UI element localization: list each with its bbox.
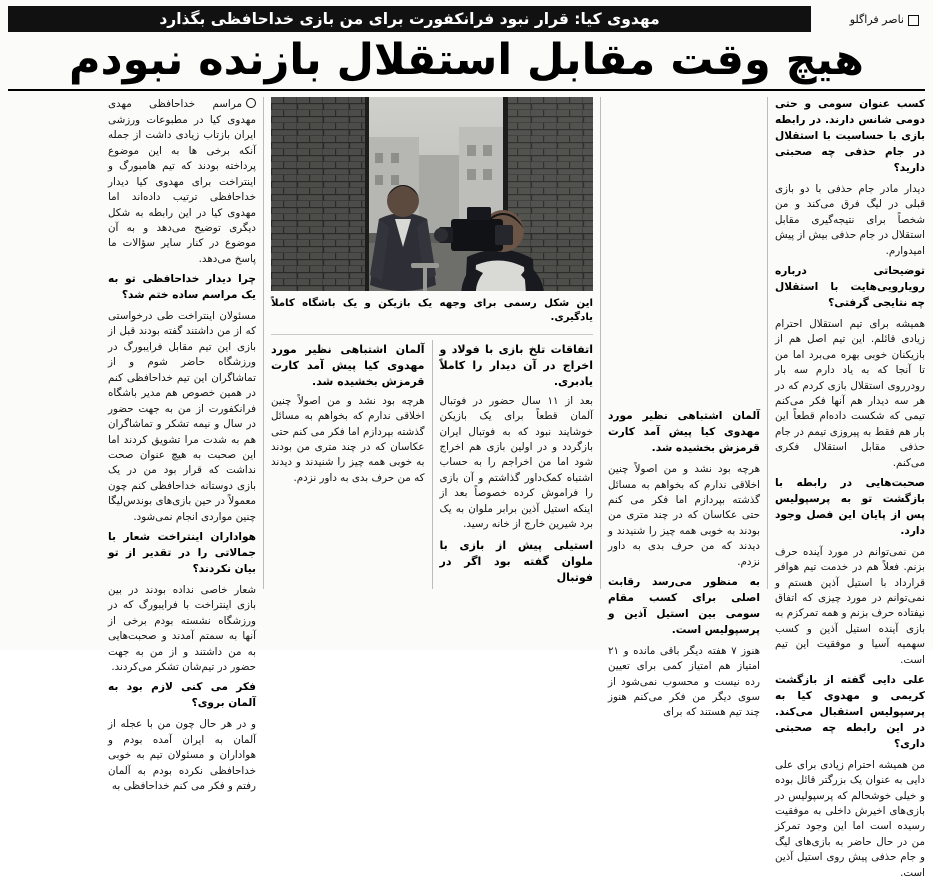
byline	[811, 6, 925, 32]
subheading: اتفاقات تلخ بازی با فولاد و اخراج در آن دیدار را کاملاً یادبری.	[439, 342, 593, 388]
question: صحبت‌هایی در رابطه با بازگشت تو به پرسپولیس پس از پایان این فصل وجود دارد.	[775, 477, 925, 537]
question: به منظور می‌رسد رقابت اصلی برای کسب مقام سومی بین استیل آذین و پرسپولیس است.	[608, 576, 760, 636]
column-divider	[600, 97, 601, 589]
column-photo	[271, 97, 593, 589]
photo-illustration	[271, 97, 593, 290]
lead-paragraph	[108, 97, 256, 267]
spacer	[608, 97, 760, 409]
column-divider	[767, 97, 768, 589]
kicker-text: مهدوی کیا: قرار نبود فرانکفورت برای من بازی خداحافظی بگذارد	[159, 10, 660, 28]
question: کسب عنوان سومی و حتی دومی شانس دارند. در رابطه بازی با حساسیت با استقلال در جام حذفی چه صحبتی دارید؟	[775, 98, 925, 174]
paragraph: من نمی‌توانم در مورد آینده حرف بزنم. فعلاً هم در خدمت تیم هوافر قرارداد با استیل آذین هستم و نمی‌توانم در مورد چیزی که اتفاق نیفتاده حرف بزنم و همه تمرکزم به بازی آینده استیل آذین و کسب سهمیه آسیا و موفقیت این تیم است.	[775, 545, 925, 666]
question: توضیحاتی درباره رویارویی‌هایت با استقلال چه نتایجی گرفتی؟	[775, 265, 925, 309]
check-box-icon	[908, 15, 919, 26]
paragraph: و در هر حال چون من با عجله از آلمان به ایران آمده بودم و هواداران و مسئولان تیم به خوبی خداحافظی نکرده بودم به آلمان رفتم و فکر می کنم خداحافظی به	[108, 718, 256, 792]
paragraph: من همیشه احترام زیادی برای علی دایی به عنوان یک بزرگتر قائل بوده و خیلی خوشحالم که پرسپولیس در بازی‌های اخیرش داخلی به موفقیت رسیده است اما این وجود تمرکز من در حال حاضر به بازی‌های لیگ و جام حذفی پیش روی استیل آذین است.	[775, 758, 925, 879]
article-body	[8, 97, 925, 879]
column-divider	[432, 340, 433, 590]
byline-text: ناصر فراگلو	[849, 12, 904, 26]
photo-caption: این شکل رسمی برای وجهه یک بازیکن و یک باشگاه کاملاً یادگیری.	[271, 297, 593, 324]
photo-subcolumns	[271, 340, 593, 590]
top-kicker-bar	[8, 6, 925, 32]
question: هواداران اینتراخت شعار با جمالاتی را در تقدیر از تو بیان نکردند؟	[108, 531, 256, 575]
column-mid	[608, 97, 760, 719]
page-title: هیچ وقت مقابل استقلال بازنده نبودم	[69, 35, 864, 85]
subheading: آلمان اشتباهی نظیر مورد مهدوی کیا پیش آمد کارت قرمزش بخشیده شد.	[271, 342, 425, 388]
paragraph: هنوز ۷ هفته دیگر باقی مانده و ۲۱ امتیاز هم امتیاز کمی برای تعیین رده نیست و محسوب نمی‌شود از سوی دیگر من فکر می‌کنم هنوز چند تیم هستند که برای	[608, 644, 760, 719]
kicker-banner	[8, 6, 811, 32]
paragraph: هرچه بود نشد و من اصولاً چنین اخلاقی ندارم که بخواهم به مسائل گذشته بپردازم اما فکر می کنم حتی عکاسان که در چند متری من بودند به خوبی همه چیز را شنیدند و دیدند که من حرف بدی به داور نزدم.	[271, 394, 425, 484]
paragraph: همیشه برای تیم استقلال احترام زیادی قائلم. این تیم اصل هم از بازیکنان خوبی بهره می‌برد اما من تا آنجا که به یاد دارم سه بار رودرروی استقلال بازی کردم که در هر سه دیدار هم آنها فکر می‌کنم تیمی که شکست داده‌ام قطعاً این بار هم فقط به پیروزی تیمم در جام حذفی مقابل استقلال فکری می‌کنم.	[775, 317, 925, 469]
column-divider	[263, 97, 264, 589]
subheading: استیلی پیش از بازی با ملوان گفته بود اگر در فوتبال	[439, 538, 593, 584]
paragraph: شعار خاصی نداده بودند در بین بازی اینتراخت با فرایبورگ که در ورزشگاه نشسته بودم برخی از آنها به سمتم آمدند و صحبت‌هایی به من داشتند و از من به جهت حضور در تیم‌شان تشکر می‌کردند.	[108, 583, 256, 674]
question: علی دایی گفته از بازگشت کریمی و مهدوی کیا به پرسپولیس استقبال می‌کند. در این رابطه چه صحبتی داری؟	[775, 674, 925, 750]
lead-text: مراسم خداحافظی مهدی مهدوی کیا در مطبوعات ورزشی ایران بازتاب زیادی داشت از جمله آنکه برخی ها به این موضوع پرداخته بودند که تیم هامبورگ و اینتراخت برای مهدوی کیا دیدار خداحافظی ترتیب داده‌اند اما مهدوی کیا در این رابطه به شکل دیگری توضیح می‌دهد و به آن موضوع در کنار سایر سؤالات ما پاسخ می‌دهد.	[108, 98, 256, 265]
photo-subcolumn-b	[271, 340, 425, 590]
paragraph: دیدار مادر جام حذفی با دو بازی قبلی در لیگ فرق می‌کند و من شخصاً برای نتیجه‌گیری مقابل استقلال در جام حذفی بیش از پیش امیدوارم.	[775, 182, 925, 257]
paragraph: هرچه بود نشد و من اصولاً چنین اخلاقی ندارم که بخواهم به مسائل گذشته بپردازم اما فکر می کنم حتی عکاسان که در چند متری من بودند به خوبی همه چیز را شنیدند و دیدند که من حرف بدی به داور نزدم.	[608, 463, 760, 568]
paragraph: بعد از ۱۱ سال حضور در فوتبال آلمان قطعاً برای یک بازیکن خوشایند نبود که به فوتبال ایران بازگردد و در اولین بازی هم اخراج شود اما من اخراجم را به حساب اشتباه کمک‌داور گذاشتم و آن بازی را فراموش کرده خصوصاً بعد از اینکه استیل آذین برابر ملوان به یک برد شیرین خارج از خانه رسید.	[439, 394, 593, 531]
question: فکر می کنی لازم بود به آلمان بروی؟	[108, 681, 256, 710]
question: چرا دیدار خداحافظی تو به یک مراسم ساده ختم شد؟	[108, 273, 256, 302]
column-left-lead	[108, 97, 256, 792]
article-photo	[271, 97, 593, 290]
bullet-icon	[246, 98, 256, 108]
column-right	[775, 97, 925, 879]
photo-subcolumn-a	[440, 340, 594, 590]
headline-divider	[8, 89, 925, 91]
question: آلمان اشتباهی نظیر مورد مهدوی کیا پیش آمد کارت قرمزش بخشیده شد.	[608, 410, 760, 455]
paragraph: مسئولان اینتراخت طی درخواستی که از من داشتند گفته بودند قبل از بازی این تیم مقابل فرایبورگ در ورزشگاه حاضر شوم و از تماشاگران این تیم خداحافظی کنم در همین خصوص هم مدیر باشگاه فرانکفورت از من به جهت حضور در سال و نیمه تشکر و تماشاگران هم به شدت مرا تشویق کردند اما این صحبت به هیچ عنوان صحت نداشت که قرار بود من در یک بازی دوستانه خداحافظی کنم چون معمولاً در حین بازی‌های بوندس‌لیگا چنین مواردی انجام نمی‌شود.	[108, 310, 256, 523]
caption-divider	[271, 334, 593, 335]
